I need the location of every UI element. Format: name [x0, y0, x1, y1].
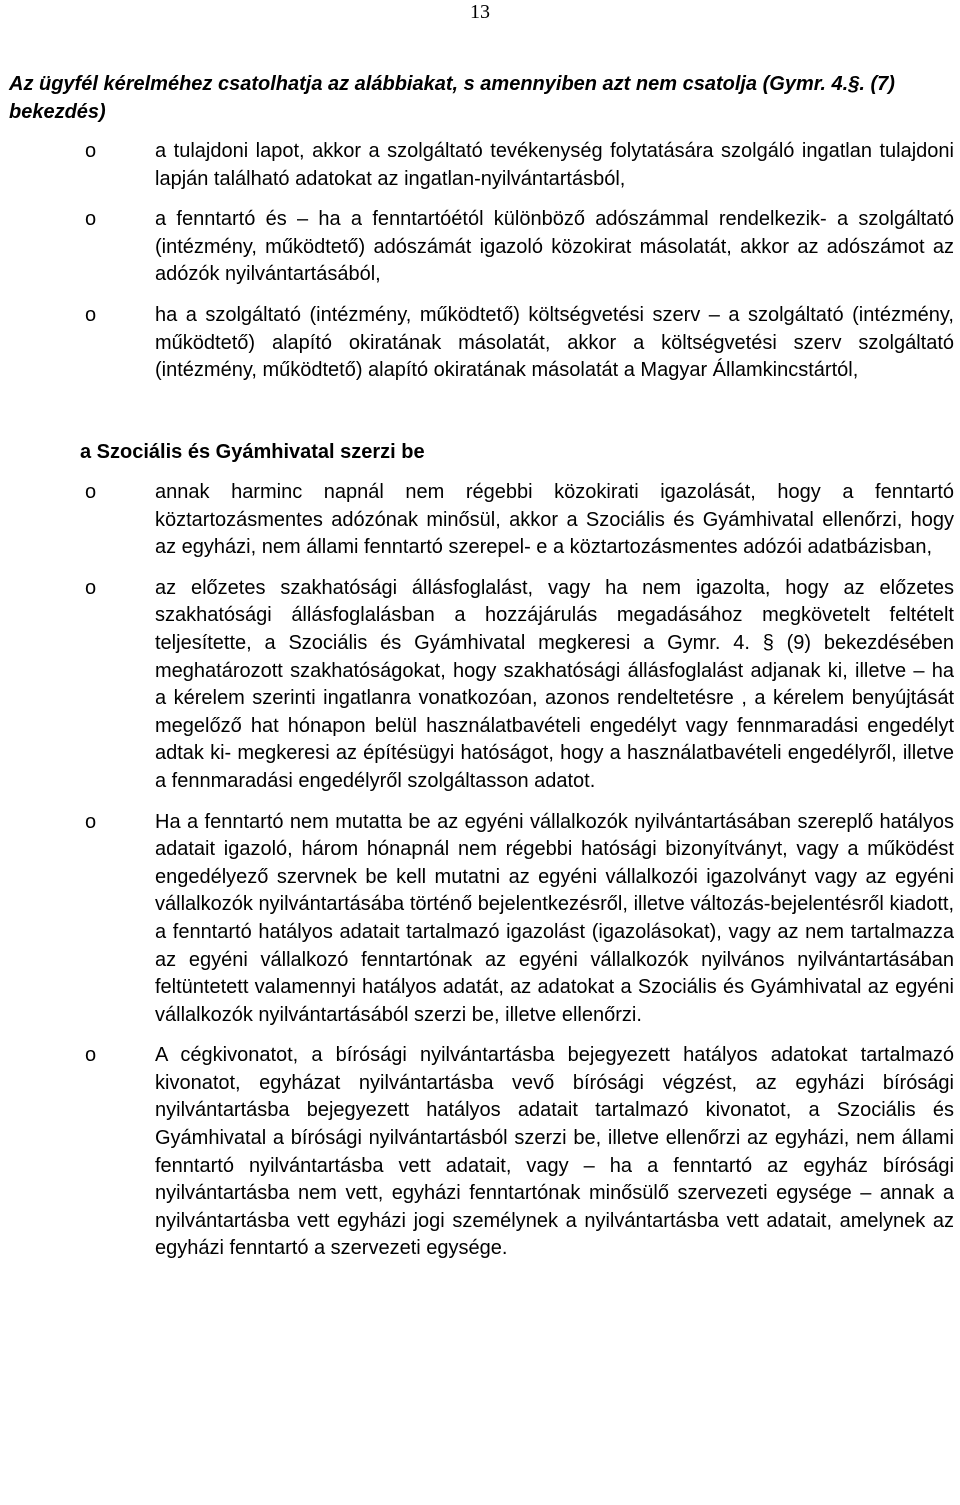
document-list-2 — [0, 479, 960, 1263]
list-item — [0, 479, 960, 562]
page-number: 13 — [470, 1, 490, 23]
section-heading: Az ügyfél kérelméhez csatolhatja az alábbiakat, s amennyiben azt nem csatolja (Gymr. 4.§. (7) bekezdés) — [9, 73, 895, 123]
list-item — [0, 138, 960, 193]
list-item-text: annak harminc napnál nem régebbi közokirati igazolását, hogy a fenntartó köztartozásmentes adózónak minősül, akkor a Szociális és Gyámhivatal ellenőrzi, hogy az egyházi, nem állami fenntartó szerepel- e a köztartozásmentes adózói adatbázisban, — [155, 481, 954, 559]
bullet-marker: o — [85, 481, 97, 503]
list-item-text: ha a szolgáltató (intézmény, működtető) költségvetési szerv – a szolgáltató (intézmény, működtető) alapító okiratának másolatát, akkor a költségvetési szerv szolgáltató (intézmény, működtető) alapító okiratának másolatát a Magyar Államkincstártól, — [155, 303, 954, 382]
bullet-marker: o — [85, 208, 97, 231]
document-list-1 — [0, 138, 960, 385]
bullet-marker: o — [85, 140, 97, 162]
list-item — [0, 302, 960, 385]
list-item — [0, 809, 960, 1030]
bullet-marker: o — [85, 576, 97, 599]
list-item — [0, 206, 960, 289]
sub-heading: a Szociális és Gyámhivatal szerzi be — [80, 441, 425, 463]
bullet-marker: o — [85, 810, 97, 833]
list-item-text: A cégkivonatot, a bírósági nyilvántartásba bejegyezett hatályos adatokat tartalmazó kivonatot, egyházat nyilvántartásba vevő bírósági végzést, az egyházi bírósági nyilvántartásba bejegyezett hatályos adatait tartalmazó kivonatot, a Szociális és Gyámhivatal a bírósági nyilvántartásból szerzi be, illetve ellenőrzi az egyházi, nem állami fenntartó nyilvántartásba vett adatait, vagy – ha a fenntartó az egyház bírósági nyilvántartásba nem vett, egyházi fenntartónak minősülő szervezeti egysége – annak a nyilvántartásba vett egyházi jogi személynek a nyilvántartásba vett adatait, amelynek az egyházi fenntartó a szervezeti egysége. — [155, 1044, 954, 1260]
bullet-marker: o — [85, 303, 97, 326]
list-item — [0, 1042, 960, 1263]
list-item-text: az előzetes szakhatósági állásfoglalást, vagy ha nem igazolta, hogy az előzetes szakhatósági állásfoglalásban a hozzájárulás megadásához megkövetelt feltételt teljesítette, a Szociális és Gyámhivatal megkeresi a Gymr. 4. § (9) bekezdésében meghatározott szakhatóságokat, hogy szakhatósági állásfoglalást adjanak ki, illetve – ha a kérelem szerinti ingatlanra vonatkozóan, azonos rendeltetésre , a kérelem benyújtását megelőző hat hónapon belül használatbavételi engedélyt vagy fennmaradási engedélyt adtak ki- megkeresi az építésügyi hatóságot, hogy a használatbavételi engedélyről, illetve a fennmaradási engedélyről szolgáltasson adatot. — [155, 576, 954, 792]
list-item-text: Ha a fenntartó nem mutatta be az egyéni vállalkozók nyilvántartásában szereplő hatályos adatait igazoló, három hónapnál nem régebbi hatósági bizonyítványt, vagy a működést engedélyező szervnek be kell mutatni az egyéni vállalkozói igazolványt vagy az egyéni vállalkozók nyilvántartásába történő bejelentkezésről, illetve változás-bejelentésről kiadott, a fenntartó hatályos adatait tartalmazó igazolást (igazolásokat), vagy az nem tartalmazza az egyéni vállalkozó fenntartónak az egyéni vállalkozók nyilvános nyilvántartásában feltüntetett valamennyi hatályos adatát, az adatokat a Szociális és Gyámhivatal az egyéni vállalkozók nyilvántartásából szerzi be, illetve ellenőrzi. — [155, 810, 954, 1026]
list-item-text: a fenntartó és – ha a fenntartóétól különböző adószámmal rendelkezik- a szolgáltató (intézmény, működtető) adószámát igazoló közokirat másolatát, akkor az adószámot az adózók nyilvántartásából, — [155, 208, 954, 286]
list-item — [0, 575, 960, 796]
list-item-text: a tulajdoni lapot, akkor a szolgáltató tevékenység folytatására szolgáló ingatlan tulajdoni lapján található adatokat az ingatlan-nyilvántartásból, — [155, 140, 954, 190]
bullet-marker: o — [85, 1044, 97, 1067]
